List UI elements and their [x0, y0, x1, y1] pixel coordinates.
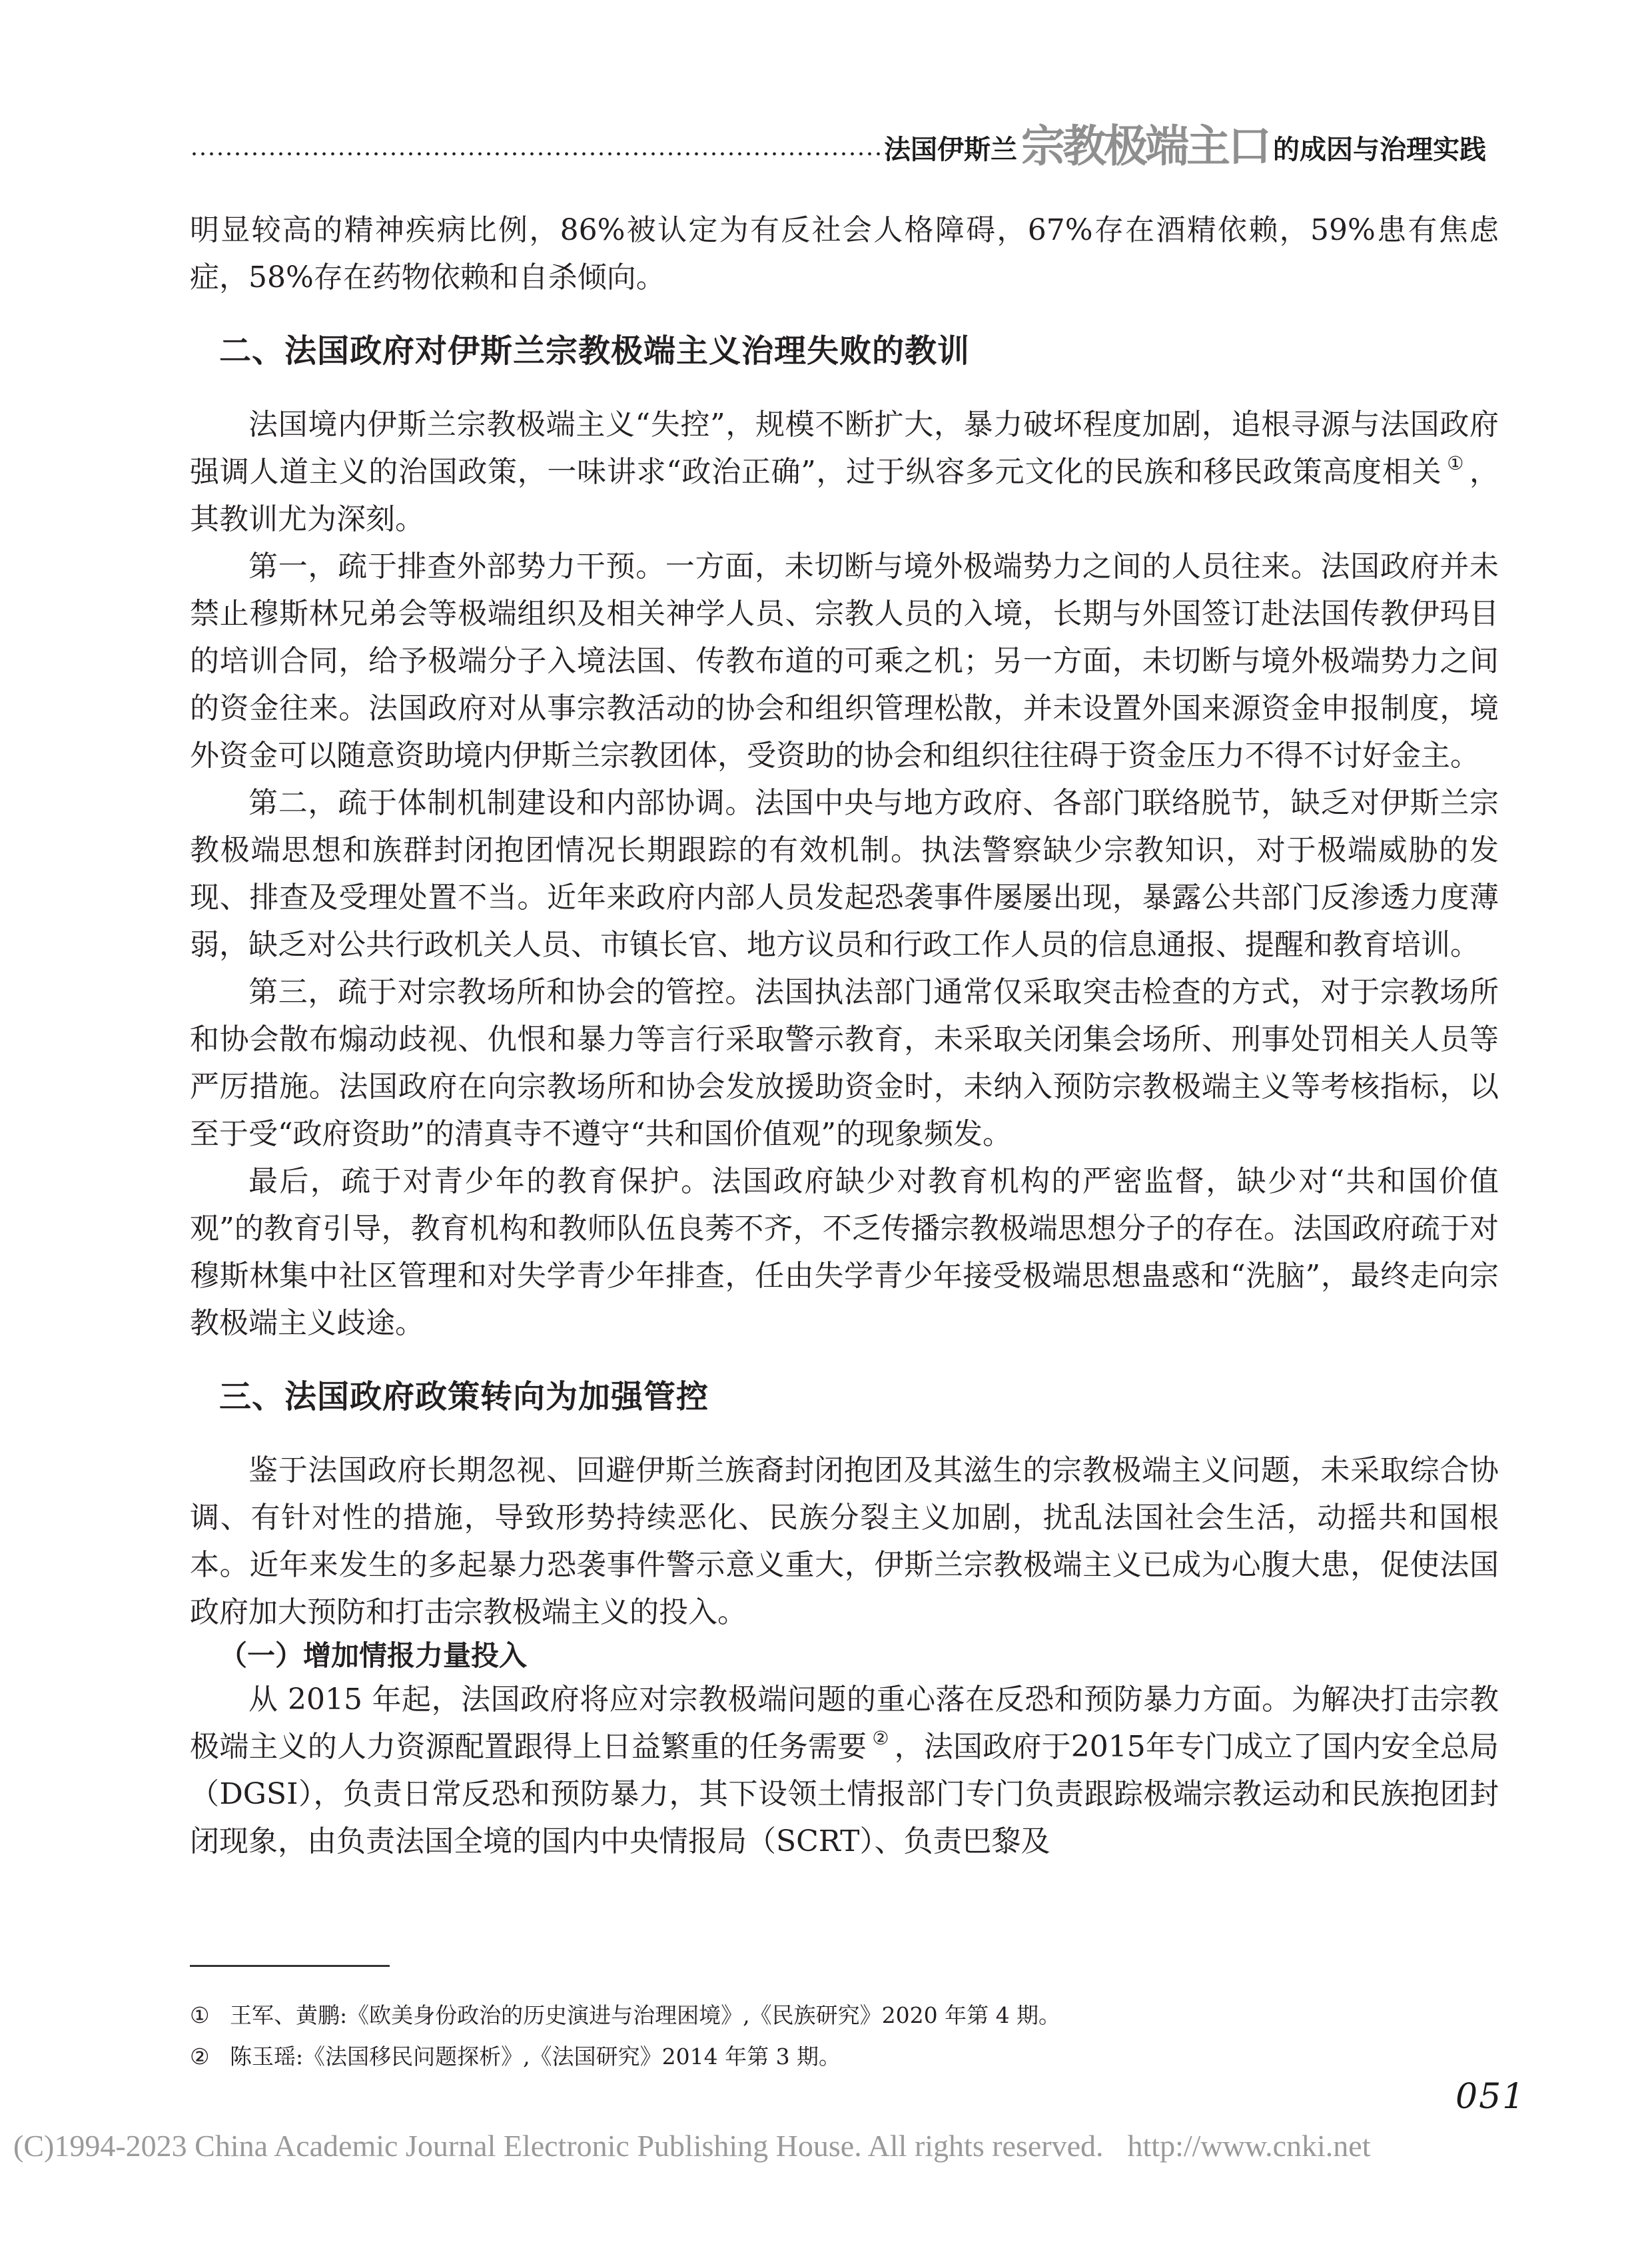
header-title-suffix: 的成因与治理实践 — [1273, 135, 1486, 165]
paragraph — [190, 401, 1499, 543]
header-dotted-leader — [190, 152, 883, 156]
footnote-ref-2[interactable]: ② — [872, 1727, 889, 1749]
paragraph-text: ，其教训尤为深刻。 — [190, 455, 1499, 536]
footnote-text: 王军、黄鹏:《欧美身份政治的历史演进与治理困境》,《民族研究》2020 年第 4 期。 — [230, 2002, 1061, 2028]
footnote-divider — [190, 1965, 390, 1967]
paragraph-text: 法国境内伊斯兰宗教极端主义“失控”，规模不断扩大，暴力破坏程度加剧，追根寻源与法国政府强调人道主义的治国政策，一味讲求“政治正确”，过于纵容多元文化的民族和移民政策高度相关 — [190, 408, 1499, 489]
page-number: 051 — [1455, 2077, 1526, 2117]
header-title-emphasis: 宗教极端主口 — [1021, 121, 1269, 172]
footnote-item — [190, 2036, 1060, 2077]
footnote-mark: ② — [190, 2044, 210, 2069]
header-title — [884, 120, 1486, 177]
paragraph: 第二，疏于体制机制建设和内部协调。法国中央与地方政府、各部门联络脱节，缺乏对伊斯兰宗教极端思想和族群封闭抱团情况长期跟踪的有效机制。执法警察缺少宗教知识，对于极端威胁的发现、排查及受理处置不当。近年来政府内部人员发起恐袭事件屡屡出现，暴露公共部门反渗透力度薄弱，缺乏对公共行政机关人员、市镇长官、地方议员和行政工作人员的信息通报、提醒和教育培训。 — [190, 786, 1499, 962]
copyright-footer — [13, 2128, 1371, 2163]
paragraph: 最后，疏于对青少年的教育保护。法国政府缺少对教育机构的严密监督，缺少对“共和国价值观”的教育引导，教育机构和教师队伍良莠不齐，不乏传播宗教极端思想分子的存在。法国政府疏于对穆斯林集中社区管理和对失学青少年排查，任由失学青少年接受极端思想蛊惑和“洗脑”，最终走向宗教极端主义歧途。 — [190, 1164, 1499, 1340]
footnote-ref-1[interactable]: ① — [1447, 452, 1464, 474]
paragraph: 鉴于法国政府长期忽视、回避伊斯兰族裔封闭抱团及其滋生的宗教极端主义问题，未采取综合协调、有针对性的措施，导致形势持续恶化、民族分裂主义加剧，扰乱法国社会生活，动摇共和国根本。近年来发生的多起暴力恐袭事件警示意义重大，伊斯兰宗教极端主义已成为心腹大患，促使法国政府加大预防和打击宗教极端主义的投入。 — [190, 1453, 1499, 1629]
paragraph-text: 从 2015 年起，法国政府将应对宗教极端问题的重心落在反恐和预防暴力方面。为解决打击宗教极端主义的人力资源配置跟得上日益繁重的任务需要 — [190, 1682, 1499, 1764]
section-heading-2: 二、法国政府对伊斯兰宗教极端主义治理失败的教训 — [219, 332, 971, 370]
footnotes — [190, 1995, 1060, 2077]
article-body — [190, 206, 1499, 1865]
cnki-link[interactable]: http://www.cnki.net — [1127, 2129, 1371, 2163]
footnote-item — [190, 1995, 1060, 2036]
copyright-text: (C)1994-2023 China Academic Journal Electronic Publishing House. All rights reserved. — [13, 2129, 1104, 2163]
footnote-text: 陈玉瑶:《法国移民问题探析》,《法国研究》2014 年第 3 期。 — [230, 2044, 841, 2069]
section-heading-3: 三、法国政府政策转向为加强管控 — [219, 1378, 709, 1415]
header-title-prefix: 法国伊斯兰 — [884, 135, 1017, 165]
footnote-mark: ① — [190, 2002, 210, 2028]
subsection-heading-1: （一）增加情报力量投入 — [219, 1639, 528, 1672]
running-header — [190, 120, 1499, 173]
paragraph-continuation: 明显较高的精神疾病比例，86%被认定为有反社会人格障碍，67%存在酒精依赖，59%患有焦虑症，58%存在药物依赖和自杀倾向。 — [190, 213, 1499, 294]
paragraph — [190, 1676, 1499, 1865]
paragraph-text: ，法国政府于2015年专门成立了国内安全总局（DGSI），负责日常反恐和预防暴力，其下设领土情报部门专门负责跟踪极端宗教运动和民族抱团封闭现象，由负责法国全境的国内中央情报局（SCRT）、负责巴黎及 — [190, 1730, 1499, 1858]
paragraph: 第一，疏于排查外部势力干预。一方面，未切断与境外极端势力之间的人员往来。法国政府并未禁止穆斯林兄弟会等极端组织及相关神学人员、宗教人员的入境，长期与外国签订赴法国传教伊玛目的培训合同，给予极端分子入境法国、传教布道的可乘之机；另一方面，未切断与境外极端势力之间的资金往来。法国政府对从事宗教活动的协会和组织管理松散，并未设置外国来源资金申报制度，境外资金可以随意资助境内伊斯兰宗教团体，受资助的协会和组织往往碍于资金压力不得不讨好金主。 — [190, 550, 1499, 773]
paragraph: 第三，疏于对宗教场所和协会的管控。法国执法部门通常仅采取突击检查的方式，对于宗教场所和协会散布煽动歧视、仇恨和暴力等言行采取警示教育，未采取关闭集会场所、刑事处罚相关人员等严厉措施。法国政府在向宗教场所和协会发放援助资金时，未纳入预防宗教极端主义等考核指标，以至于受“政府资助”的清真寺不遵守“共和国价值观”的现象频发。 — [190, 975, 1499, 1151]
